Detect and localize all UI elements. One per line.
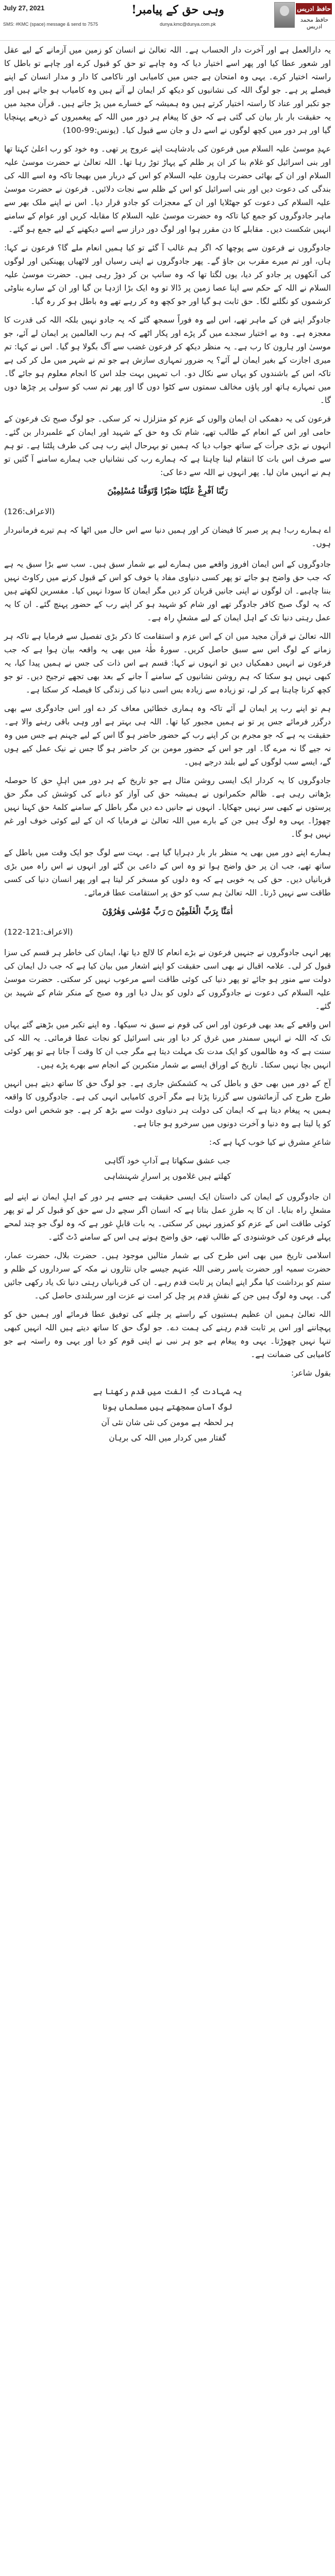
poem-line: لوگ آسان سمجھتے ہیں مسلماں ہونا	[103, 1402, 232, 1412]
poem-line: ہر لحظہ ہے مومن کی نئی شان نئی آن	[101, 1418, 234, 1427]
quran-verse: رَبَّنَا اَفْرِغْ عَلَيْنَا صَبْرًا وَّتَوَفَّنَا مُسْلِمِيْنَ	[107, 486, 228, 496]
paragraph: اللہ تعالیٰ نے قرآن مجید میں ان کے اس عزم و استقامت کا ذکر بڑی تفصیل سے فرمایا ہے تاکہ ہر زمانے کے لوگ اس سے سبق حاصل کریں۔ سورۂ طٰہٰ میں بھی یہ واقعہ بیان ہوا ہے کہ جب فرعون نے انہیں دھمکیاں دیں تو انہوں نے کہا: قسم ہے اس ذات کی جس نے ہمیں پیدا کیا، یہ کبھی نہیں ہو سکتا کہ ہم روشن نشانیوں کے سامنے آ جانے کے بعد بھی تجھے ترجیح دیں۔ تو جو کچھ کرنا چاہتا ہے کر لے، تو زیادہ سے زیادہ بس اسی دنیا کی زندگی کا فیصلہ کر سکتا ہے۔	[4, 632, 331, 694]
publish-date: July 27, 2021	[3, 4, 45, 12]
paragraph: اسلامی تاریخ میں بھی اس طرح کی بے شمار مثالیں موجود ہیں۔ حضرت بلال، حضرت عمار، حضرت سمیہ اور حضرت یاسر رضی اللہ عنہم جیسے جاں نثاروں نے مکہ کے سرداروں کے ظلم و ستم کو برداشت کیا مگر اپنے ایمان پر ثابت قدم رہے۔ ان کی قربانیاں رہتی دنیا تک یاد رکھی جائیں گی۔ یہی وہ لوگ ہیں جن کے نقشِ قدم پر چل کر امت نے عزت اور سربلندی حاصل کی۔	[4, 1251, 331, 1300]
paragraph: آج کے دور میں بھی حق و باطل کی یہ کشمکش جاری ہے۔ جو لوگ حق کا ساتھ دیتے ہیں انہیں طرح طرح کی آزمائشوں سے گزرنا پڑتا ہے مگر آخری کامیابی انہی کی ہے۔ جادوگروں کا واقعہ ہمیں یہ پیغام دیتا ہے کہ ایمان کی دولت ہر دنیاوی دولت سے بڑھ کر ہے۔ جو شخص اس دولت کو پا لیتا ہے وہ دنیا و آخرت دونوں میں سرخرو ہو جاتا ہے۔	[4, 1079, 331, 1128]
paragraph: بقول شاعر:	[291, 1368, 331, 1378]
poem-block	[4, 1385, 331, 1445]
poem-line: جب عشق سکھاتا ہے آدابِ خود آگاہی	[105, 1156, 230, 1165]
paragraph: جادوگروں کا یہ کردار ایک ایسی روشن مثال ہے جو تاریخ کے ہر دور میں اہلِ حق کا حوصلہ بڑھاتی رہی ہے۔ ظالم حکمرانوں نے ہمیشہ حق کی آواز کو دبانے کی کوشش کی مگر حق پرستوں نے کبھی سر نہیں جھکایا۔ انہوں نے جانیں دے دیں مگر باطل کے سامنے کلمۂ حق کہنا نہیں چھوڑا۔ یہی وہ لوگ ہیں جن کے بارے میں اللہ تعالیٰ نے فرمایا کہ ان کے لیے کوئی خوف اور غم نہیں ہو گا۔	[4, 776, 331, 839]
paragraph: عہدِ موسیٰ علیہ السلام میں فرعون کی بادشاہت اپنے عروج پر تھی۔ وہ خود کو رب اعلیٰ کہتا تھا اور بنی اسرائیل کو غلام بنا کر ان پر ظلم کے پہاڑ توڑ رہا تھا۔ اللہ تعالیٰ نے حضرت موسیٰ علیہ السلام اور ان کے بھائی حضرت ہارون علیہ السلام کو اس کے دربار میں بھیجا تاکہ وہ اسے اللہ کی بندگی کی دعوت دیں اور بنی اسرائیل کو اس کے ظلم سے نجات دلائیں۔ فرعون نے حضرت موسیٰ علیہ السلام کی دعوت کو جھٹلایا اور ان کے معجزات کو جادو قرار دیا۔ اس نے اپنے ملک بھر سے ماہر جادوگروں کو جمع کیا تاکہ وہ حضرت موسیٰ علیہ السلام کا مقابلہ کریں اور عوام کے سامنے انہیں شکست دیں۔ مقابلے کا دن مقرر ہوا اور لوگ دور دراز سے اسے دیکھنے کے لیے جمع ہو گئے۔	[4, 144, 331, 234]
paragraph: یہ دارالعمل ہے اور آخرت دار الحساب ہے۔ اللہ تعالیٰ نے انسان کو زمین میں آزمانے کے لیے عقل اور شعور عطا کیا اور پھر اسے اختیار دیا کہ وہ چاہے تو حق کو قبول کرے اور چاہے تو باطل کا راستہ اختیار کرے۔ یہی وہ امتحان ہے جس میں کامیابی اور ناکامی کا دار و مدار انسان کے اپنے فیصلے پر ہے۔ جو لوگ اللہ کی نشانیوں کو دیکھ کر ایمان لے آتے ہیں وہ کامیاب ہو جاتے ہیں اور جو تکبر اور عناد کا راستہ اختیار کرتے ہیں وہ ہمیشہ کے خسارے میں پڑ جاتے ہیں۔ قرآن مجید میں یہ حقیقت بار بار بیان کی گئی ہے کہ حق کا پیغام ہر دور میں اللہ کے پیغمبروں کے ذریعے پہنچایا گیا اور ہر دور میں کچھ لوگوں نے اسے دل و جان سے قبول کیا۔ (یونس:99-100)	[4, 45, 331, 135]
quran-verse-block	[4, 905, 331, 939]
column-title: وہی حق کے پیامبر!	[131, 3, 224, 16]
quran-verse-block	[4, 484, 331, 550]
paragraph: اللہ تعالیٰ ہمیں ان عظیم ہستیوں کے راستے پر چلنے کی توفیق عطا فرمائے اور ہمیں حق کو پہچاننے اور اس پر ثابت قدم رہنے کی ہمت دے۔ جو لوگ حق کا ساتھ دیتے ہیں اللہ انہیں کبھی تنہا نہیں چھوڑتا۔ یہی وہ پیغام ہے جو ہر نبی نے اپنی قوم کو دیا اور یہی وہ راستہ ہے جو کامیابی کی ضمانت ہے۔	[4, 1310, 331, 1359]
paragraph: فرعون کی یہ دھمکی ان ایمان والوں کے عزم کو متزلزل نہ کر سکی۔ جو لوگ صبح تک فرعون کے حامی اور اس کے انعام کے طالب تھے، شام تک وہ حق کے شہید اور ایمان کے علمبردار بن گئے۔ انہوں نے بڑی جرأت کے ساتھ جواب دیا کہ ہمیں تو بہرحال اپنے رب ہی کی طرف پلٹنا ہے۔ تو ہم سے صرف اس بات کا انتقام لینا چاہتا ہے کہ ہمارے رب کی نشانیاں جب ہمارے سامنے آ گئیں تو ہم نے انہیں مان لیا۔ پھر انہوں نے اللہ سے دعا کی:	[4, 414, 331, 477]
email-address[interactable]: dunya.kmc@dunya.com.pk	[160, 22, 216, 27]
poem-line: کھلتے ہیں غلاموں پر اسرارِ شہنشاہی	[104, 1172, 231, 1181]
verse-translation: اے ہمارے رب! ہم پر صبر کا فیضان کر اور ہمیں دنیا سے اس حال میں اٹھا کہ ہم تیرے فرمانبردار ہوں۔	[4, 526, 331, 548]
poem-line: یہ شہادت گہِ الفت میں قدم رکھنا ہے	[93, 1387, 242, 1396]
column-logo: حافظ ادریس	[296, 3, 332, 14]
paragraph: پھر انہی جادوگروں نے جنہیں فرعون نے بڑے انعام کا لالچ دیا تھا، ایمان کی خاطر ہر قسم کی سزا قبول کر لی۔ علامہ اقبال نے بھی اسی حقیقت کو اپنے اشعار میں بیان کیا ہے کہ جب دل ایمان کی دولت سے منور ہو جائے تو پھر دنیا کی کوئی طاقت اسے مرعوب نہیں کر سکتی۔ حضرت موسیٰ علیہ السلام کی دعوت نے جادوگروں کے دلوں کو بدل دیا اور وہ صبح کے منکر شام کے شہید بن گئے۔	[4, 948, 331, 1011]
poem-line: گفتار میں کردار میں اللہ کی برہان	[109, 1433, 226, 1443]
paragraph: اس واقعے کے بعد بھی فرعون اور اس کی قوم نے سبق نہ سیکھا۔ وہ اپنے تکبر میں بڑھتے گئے یہاں تک کہ اللہ نے انہیں سمندر میں غرق کر دیا اور بنی اسرائیل کو نجات عطا فرمائی۔ یہ اللہ کی سنت ہے کہ وہ ظالموں کو ایک مدت تک مہلت دیتا ہے مگر جب ان کا وقت آ جاتا ہے تو پھر کوئی انہیں بچا نہیں سکتا۔ تاریخ کے اوراق ایسے بے شمار متکبرین کے انجام سے بھرے پڑے ہیں۔	[4, 1020, 331, 1070]
quran-verse: اٰمَنَّا بِرَبِّ الْعٰلَمِيْنَ ۝ رَبِّ مُوْسٰى وَهٰرُوْنَ	[102, 906, 233, 916]
paragraph: جادوگروں کے اس ایمان افروز واقعے میں ہمارے لیے بے شمار سبق ہیں۔ سب سے بڑا سبق یہ ہے کہ جب حق واضح ہو جائے تو پھر کسی دنیاوی مفاد یا خوف کو اس کے قبول کرنے میں رکاوٹ نہیں بننا چاہیے۔ ان لوگوں نے اپنی جانیں قربان کر دیں مگر ایمان کا سودا نہیں کیا۔ مفسرین لکھتے ہیں کہ یہ لوگ صبح کافر جادوگر تھے اور شام کو شہید ہو کر اپنے رب کے حضور پہنچ گئے۔ ان کا یہ عمل رہتی دنیا تک کے اہل ایمان کے لیے مشعلِ راہ ہے۔	[4, 560, 331, 622]
sms-info: SMS: #KMC (space) message & send to 7575	[3, 22, 98, 27]
columnist-photo	[274, 2, 295, 28]
author-name: حافظ محمد ادریس	[300, 16, 329, 30]
paragraph: ہمارے اپنے دور میں بھی یہ منظر بار بار دہرایا گیا ہے۔ بہت سے لوگ جو ایک وقت میں باطل کے ساتھ تھے، جب ان پر حق واضح ہوا تو وہ اس کے داعی بن گئے اور انہوں نے اس راہ میں بڑی قربانیاں دیں۔ حق کی یہ خوبی ہے کہ وہ دلوں کو مسخر کر لیتا ہے اور پھر انسان دنیا کی کسی طاقت سے نہیں ڈرتا۔ اللہ تعالیٰ ہم سب کو حق پر استقامت عطا فرمائے۔	[4, 848, 331, 897]
paragraph: جادوگر اپنے فن کے ماہر تھے، اس لیے وہ فوراً سمجھ گئے کہ یہ جادو نہیں بلکہ اللہ کی قدرت کا معجزہ ہے۔ وہ بے اختیار سجدے میں گر پڑے اور پکار اٹھے کہ ہم رب العالمین پر ایمان لے آئے، جو موسیٰ اور ہارون کا رب ہے۔ یہ منظر دیکھ کر فرعون غضب سے آگ بگولا ہو گیا۔ اس نے کہا: تم میری اجازت کے بغیر ایمان لے آئے؟ یہ ضرور تمہاری سازش ہے جو تم نے شہر میں مل کر کی ہے تاکہ اس کے باشندوں کو یہاں سے نکال دو۔ اب تمہیں بہت جلد اس کا انجام معلوم ہو جائے گا۔ میں تمہارے ہاتھ اور پاؤں مخالف سمتوں سے کٹوا دوں گا اور پھر تم سب کو سولی پر چڑھا دوں گا۔	[4, 315, 331, 405]
paragraph: ہم تو اپنے رب پر ایمان لے آئے تاکہ وہ ہماری خطائیں معاف کر دے اور اس جادوگری سے بھی درگزر فرمائے جس پر تو نے ہمیں مجبور کیا تھا۔ اللہ ہی بہتر ہے اور وہی باقی رہنے والا ہے۔ حقیقت یہ ہے کہ جو مجرم بن کر اپنے رب کے حضور حاضر ہو گا اس کے لیے جہنم ہے جس میں وہ نہ جیے گا نہ مرے گا۔ اور جو اس کے حضور مومن بن کر حاضر ہو گا جس نے نیک عمل کیے ہوں گے، ایسے سب لوگوں کے لیے بلند درجے ہیں۔	[4, 704, 331, 767]
column-header	[0, 0, 335, 41]
paragraph: جادوگروں نے فرعون سے پوچھا کہ اگر ہم غالب آ گئے تو کیا ہمیں انعام ملے گا؟ فرعون نے کہا: ہاں، اور تم میرے مقرب بن جاؤ گے۔ پھر جادوگروں نے اپنی رسیاں اور لاٹھیاں پھینکیں اور لوگوں کی آنکھوں پر جادو کر دیا، یوں لگتا تھا کہ وہ سانپ بن کر دوڑ رہی ہیں۔ حضرت موسیٰ علیہ السلام نے اللہ کے حکم سے اپنا عصا زمین پر ڈالا تو وہ ایک بڑا اژدہا بن گیا اور ان کے سارے بناوٹی کرشموں کو نگلنے لگا۔ حق ثابت ہو گیا اور جو کچھ وہ کر رہے تھے وہ باطل ہو کر رہ گیا۔	[4, 243, 331, 306]
paragraph: ان جادوگروں کے ایمان کی داستان ایک ایسی حقیقت ہے جسے ہر دور کے اہلِ ایمان نے اپنے لیے مشعلِ راہ بنایا۔ ان کا یہ طرزِ عمل بتاتا ہے کہ انسان اگر سچے دل سے حق کو قبول کر لے تو پھر کوئی طاقت اس کے عزم کو کمزور نہیں کر سکتی۔ یہ بات قابلِ غور ہے کہ وہ لوگ جو چند لمحے پہلے فرعون کی خوشنودی کے طالب تھے، حق واضح ہوتے ہی اس کے سامنے ڈٹ گئے۔	[4, 1192, 331, 1242]
article-body	[4, 43, 331, 1452]
paragraph: شاعرِ مشرق نے کیا خوب کہا ہے کہ:	[209, 1138, 331, 1147]
poem-block	[4, 1154, 331, 1183]
verse-reference: (الاعراف:126)	[4, 507, 55, 516]
verse-reference: (الاعراف:121-122)	[4, 927, 73, 937]
